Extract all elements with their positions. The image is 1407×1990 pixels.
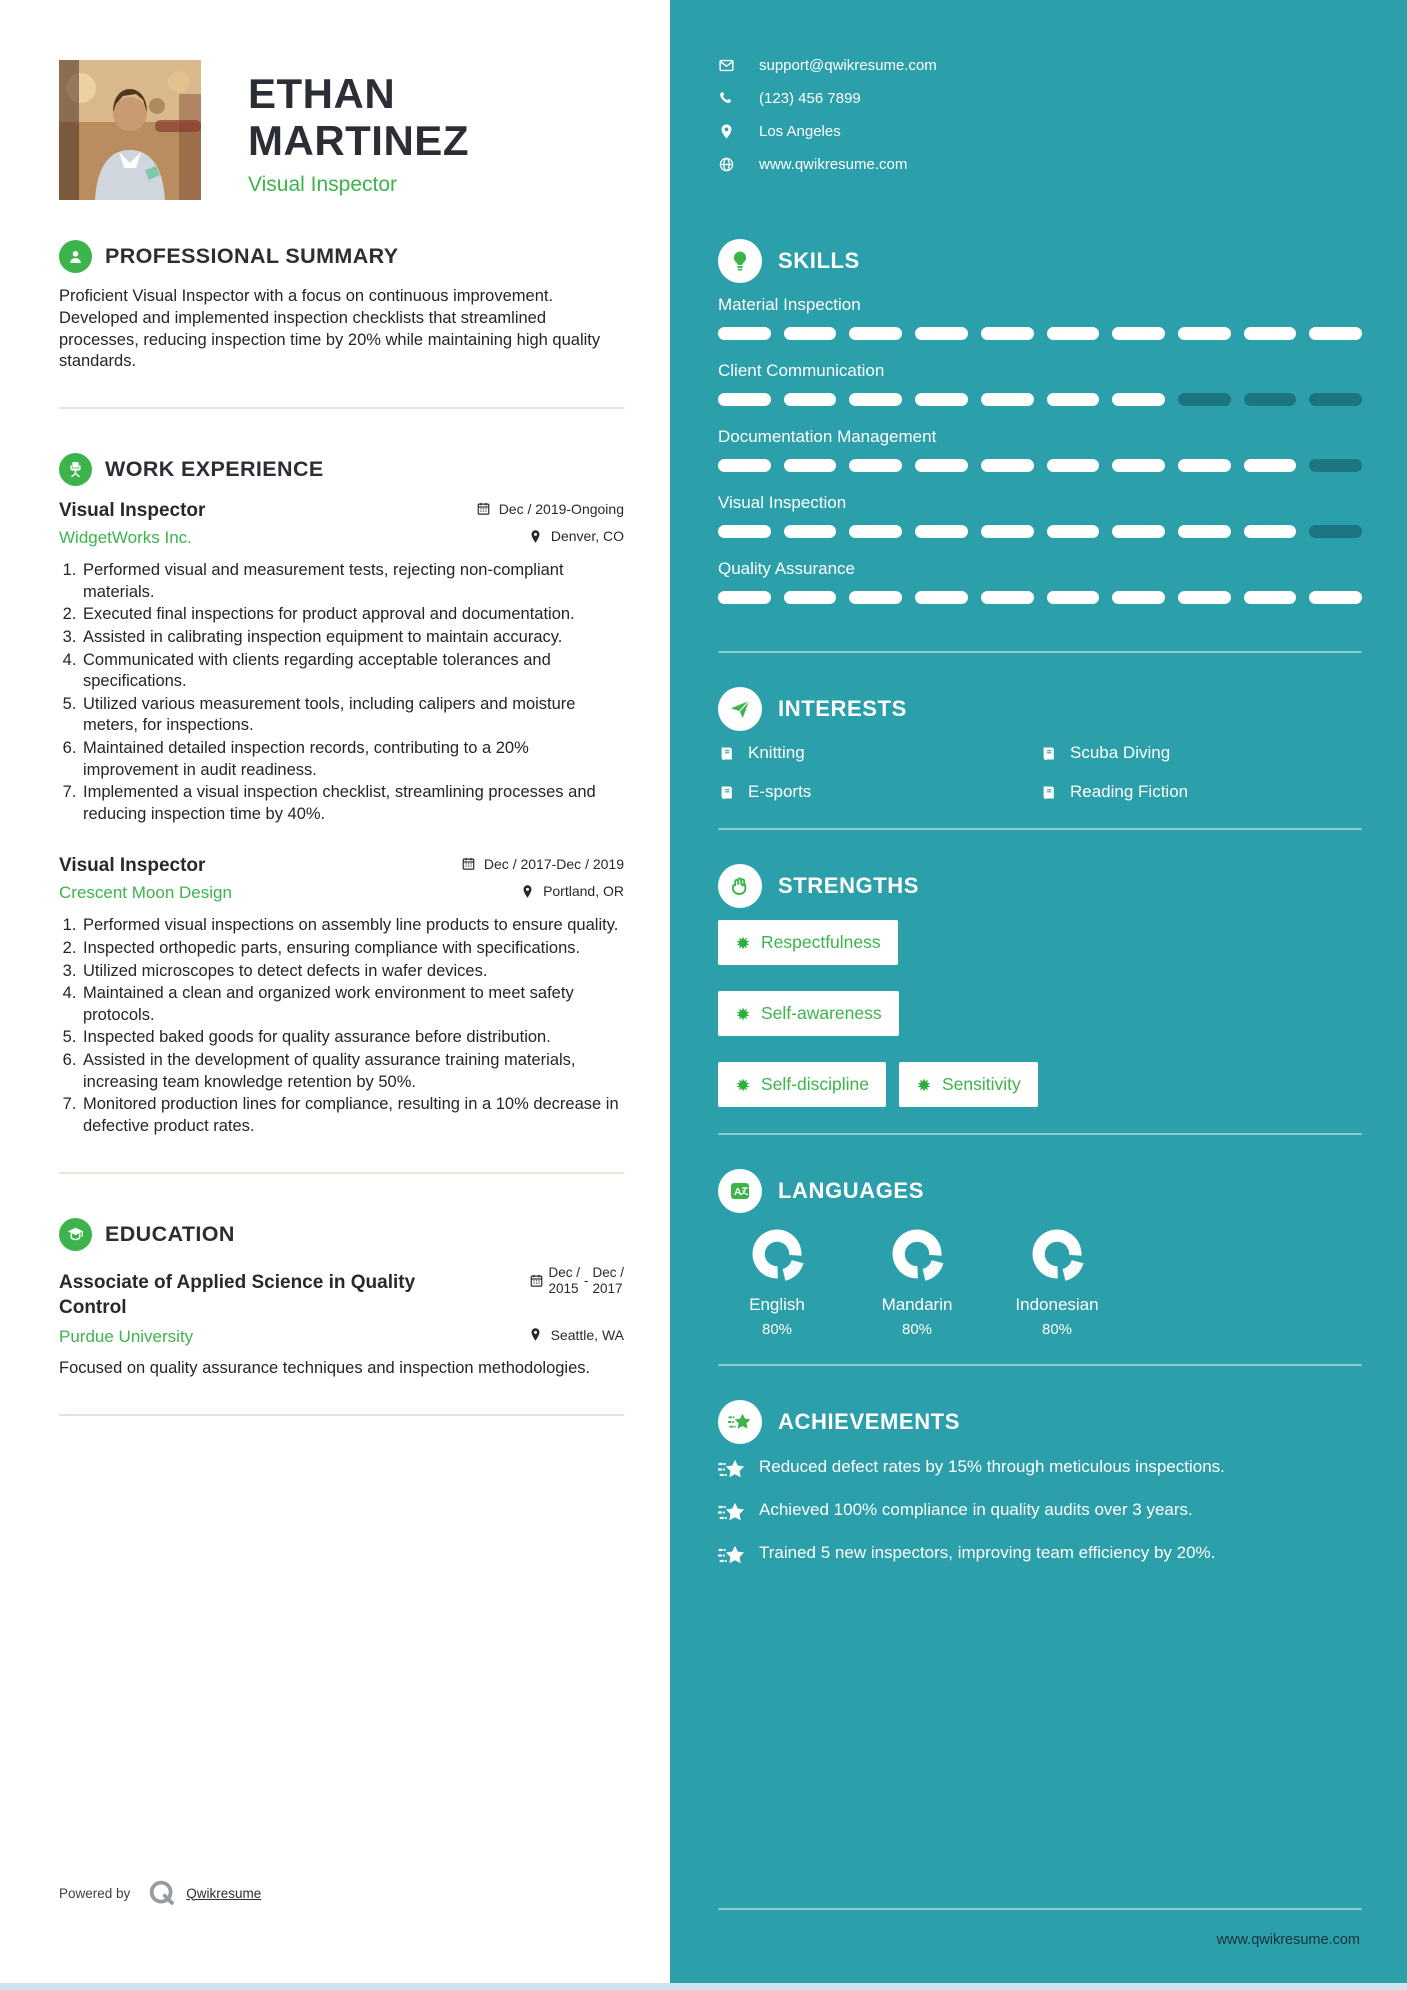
job-bullet: 4. Maintained a clean and organized work environment to meet safety protocols. xyxy=(81,983,624,1026)
language-donut-chart xyxy=(1028,1225,1086,1283)
job-entry xyxy=(59,855,624,1137)
job-bullet: 5. Inspected baked goods for quality assurance before distribution. xyxy=(81,1027,624,1049)
achievement-text: Achieved 100% compliance in quality audits over 3 years. xyxy=(759,1500,1193,1519)
skill-level-dash xyxy=(718,525,771,538)
divider xyxy=(718,651,1362,653)
page-bottom-strip xyxy=(0,1983,1407,1990)
job-bullet: 7. Monitored production lines for compliance, resulting in a 10% decrease in defective product rates. xyxy=(81,1094,624,1137)
strengths-section-header xyxy=(718,864,1362,908)
job-bullet: 4. Communicated with clients regarding acceptable tolerances and specifications. xyxy=(81,650,624,693)
book-icon xyxy=(718,745,735,762)
education-degree: Associate of Applied Science in Quality Control xyxy=(59,1272,416,1319)
pin-icon xyxy=(528,529,543,544)
strengths-heading: STRENGTHS xyxy=(778,873,920,898)
job-location-text: Portland, OR xyxy=(543,883,624,900)
profile-photo xyxy=(59,60,201,200)
strength-label: Self-awareness xyxy=(761,1003,882,1023)
burst-icon xyxy=(735,1077,751,1093)
summary-heading: PROFESSIONAL SUMMARY xyxy=(105,244,399,268)
education-dates xyxy=(529,1265,624,1296)
skills-section xyxy=(718,239,1362,625)
shooting-star-icon xyxy=(718,1543,746,1568)
skill-level-dash xyxy=(1047,393,1100,406)
language-item xyxy=(718,1225,836,1338)
interest-label: E-sports xyxy=(748,782,812,801)
interest-label: Scuba Diving xyxy=(1070,743,1171,762)
education-date-separator: - xyxy=(583,1273,589,1289)
skill-level-dash xyxy=(718,393,771,406)
burst-icon xyxy=(735,935,751,951)
skill-level-dash xyxy=(1244,393,1297,406)
interests-section xyxy=(718,687,1362,802)
job-list xyxy=(59,500,624,1137)
skill-level-dash xyxy=(915,525,968,538)
book-icon xyxy=(1040,745,1057,762)
interest-item xyxy=(1040,743,1362,763)
contact-value: Los Angeles xyxy=(759,123,841,140)
job-bullet: 6. Maintained detailed inspection records, contributing to a 20% improvement in audit readiness. xyxy=(81,738,624,781)
skill-level-dash xyxy=(915,327,968,340)
interests-heading: INTERESTS xyxy=(778,696,907,721)
website-url: www.qwikresume.com xyxy=(1216,1932,1360,1948)
education-location xyxy=(528,1327,624,1343)
interest-label: Reading Fiction xyxy=(1070,782,1189,801)
skill-level-dash xyxy=(1112,327,1165,340)
skill-level-dash xyxy=(784,459,837,472)
calendar-icon xyxy=(529,1273,544,1288)
interest-label: Knitting xyxy=(748,743,805,762)
divider xyxy=(718,1908,1362,1910)
person-icon xyxy=(59,240,92,273)
left-column xyxy=(0,0,670,1990)
skill-level-dash xyxy=(1112,591,1165,604)
job-bullet: 7. Implemented a visual inspection checklist, streamlining processes and reducing inspection time by 40%. xyxy=(81,782,624,825)
contact-value: www.qwikresume.com xyxy=(759,156,908,173)
fist-icon xyxy=(718,864,762,908)
skill-name: Material Inspection xyxy=(718,295,861,314)
calendar-icon xyxy=(476,501,491,516)
skill-list xyxy=(718,295,1362,604)
strength-chip xyxy=(718,1062,886,1107)
skill-level-dash xyxy=(1178,525,1231,538)
skill-level-dash xyxy=(784,393,837,406)
phone-icon xyxy=(718,90,736,107)
job-title: Visual Inspector xyxy=(59,500,206,522)
language-donut-chart xyxy=(748,1225,806,1283)
paper-plane-icon xyxy=(718,687,762,731)
skill-level-bar xyxy=(718,591,1362,604)
skill-item xyxy=(718,295,1362,340)
skill-level-dash xyxy=(915,591,968,604)
skill-level-dash xyxy=(1309,327,1362,340)
location-icon xyxy=(718,123,736,140)
job-company: WidgetWorks Inc. xyxy=(59,528,192,548)
skill-level-dash xyxy=(1178,591,1231,604)
interest-item xyxy=(718,782,1040,802)
svg-text:A: A xyxy=(734,1186,742,1199)
spacer xyxy=(718,1585,1362,1882)
work-experience-section xyxy=(59,453,624,1138)
shooting-star-icon xyxy=(718,1500,746,1525)
skill-level-dash xyxy=(718,591,771,604)
right-panel xyxy=(670,0,1407,1990)
skill-level-bar xyxy=(718,525,1362,538)
education-description: Focused on quality assurance techniques and inspection methodologies. xyxy=(59,1358,591,1377)
skill-level-dash xyxy=(1309,591,1362,604)
book-icon xyxy=(1040,784,1057,801)
achievements-section xyxy=(718,1400,1362,1585)
education-school: Purdue University xyxy=(59,1326,194,1346)
divider xyxy=(718,1133,1362,1135)
education-date-to: Dec / 2017 xyxy=(592,1265,624,1296)
skill-level-dash xyxy=(1047,459,1100,472)
strength-chip-list xyxy=(718,920,1362,1107)
person-name xyxy=(248,70,469,164)
skill-level-dash xyxy=(1112,459,1165,472)
education-heading: EDUCATION xyxy=(105,1222,235,1247)
language-name: English xyxy=(749,1295,805,1314)
skill-level-dash xyxy=(784,327,837,340)
education-location-text: Seattle, WA xyxy=(550,1326,624,1343)
skill-name: Quality Assurance xyxy=(718,559,856,578)
interest-item xyxy=(1040,782,1362,802)
email-icon xyxy=(718,57,736,74)
education-header-row xyxy=(59,1265,624,1320)
education-section xyxy=(59,1218,624,1379)
achievement-item xyxy=(718,1456,1362,1482)
skill-name: Visual Inspection xyxy=(718,493,847,512)
book-icon xyxy=(718,784,735,801)
skill-level-dash xyxy=(1047,327,1100,340)
strength-chip xyxy=(718,991,899,1036)
skill-level-dash xyxy=(718,459,771,472)
job-location-text: Denver, CO xyxy=(550,528,624,545)
language-item xyxy=(998,1225,1116,1338)
skill-level-dash xyxy=(1244,327,1297,340)
languages-section xyxy=(718,1169,1362,1338)
languages-heading: LANGUAGES xyxy=(778,1178,924,1203)
skill-level-dash xyxy=(981,525,1034,538)
burst-icon xyxy=(735,1006,751,1022)
skill-level-dash xyxy=(1112,393,1165,406)
calendar-icon xyxy=(461,856,476,871)
skill-level-dash xyxy=(1309,525,1362,538)
work-heading: WORK EXPERIENCE xyxy=(105,457,324,482)
contact-item xyxy=(718,123,1362,140)
job-dates xyxy=(461,856,624,872)
skill-level-dash xyxy=(1244,459,1297,472)
job-bullet: 6. Assisted in the development of quality assurance training materials, increasing team knowledge retention by 50%. xyxy=(81,1050,624,1093)
job-bullet: 3. Utilized microscopes to detect defects in wafer devices. xyxy=(81,961,624,983)
profile-photo-image xyxy=(59,60,201,200)
pin-icon xyxy=(520,884,535,899)
strength-label: Respectfulness xyxy=(761,932,881,952)
shooting-star-icon xyxy=(718,1457,746,1482)
identity-header xyxy=(59,60,624,200)
skill-level-bar xyxy=(718,327,1362,340)
graduate-icon xyxy=(59,1218,92,1251)
contact-item xyxy=(718,90,1362,107)
achievements-section-header xyxy=(718,1400,1362,1444)
skill-item xyxy=(718,361,1362,406)
lightbulb-icon xyxy=(718,239,762,283)
achievement-item xyxy=(718,1542,1362,1568)
work-section-header xyxy=(59,453,624,486)
job-dates xyxy=(476,501,624,517)
contact-item xyxy=(718,156,1362,173)
job-company-row xyxy=(59,883,624,903)
qwikresume-link[interactable]: Qwikresume xyxy=(186,1885,262,1901)
contact-value: (123) 456 7899 xyxy=(759,90,861,107)
language-item xyxy=(858,1225,976,1338)
skill-level-dash xyxy=(1309,393,1362,406)
qwikresume-logo-icon xyxy=(147,1878,177,1908)
spacer xyxy=(59,1416,624,1878)
skill-level-bar xyxy=(718,393,1362,406)
job-company-row xyxy=(59,528,624,548)
languages-section-header xyxy=(718,1169,1362,1213)
education-entry xyxy=(59,1265,624,1379)
skill-name: Client Communication xyxy=(718,361,885,380)
contact-item xyxy=(718,57,1362,74)
powered-by-footer xyxy=(59,1878,624,1908)
pin-icon xyxy=(528,1327,543,1342)
job-bullet: 2. Inspected orthopedic parts, ensuring compliance with specifications. xyxy=(81,938,624,960)
skill-level-dash xyxy=(1244,591,1297,604)
language-donut-chart xyxy=(888,1225,946,1283)
job-dates-text: Dec / 2019-Ongoing xyxy=(498,500,624,517)
translate-icon xyxy=(718,1169,762,1213)
skill-item xyxy=(718,559,1362,604)
interests-section-header xyxy=(718,687,1362,731)
achievement-item xyxy=(718,1499,1362,1525)
skill-level-dash xyxy=(784,525,837,538)
skill-level-dash xyxy=(784,591,837,604)
divider xyxy=(718,828,1362,830)
job-location xyxy=(520,883,624,899)
first-name: ETHAN xyxy=(248,70,396,117)
job-bullet: 5. Utilized various measurement tools, including calipers and moisture meters, for inspections. xyxy=(81,694,624,737)
skill-item xyxy=(718,427,1362,472)
skill-name: Documentation Management xyxy=(718,427,937,446)
strength-chip xyxy=(718,920,898,965)
job-header-row xyxy=(59,855,624,877)
education-school-row xyxy=(59,1327,624,1347)
globe-icon xyxy=(718,156,736,173)
burst-icon xyxy=(916,1077,932,1093)
strength-chip xyxy=(899,1062,1038,1107)
interest-list xyxy=(718,743,1362,802)
education-date-from: Dec / 2015 xyxy=(548,1265,580,1296)
skill-level-dash xyxy=(1178,459,1231,472)
job-bullet-list xyxy=(59,560,624,825)
language-percent: 80% xyxy=(761,1321,793,1338)
powered-by-label: Powered by xyxy=(59,1885,131,1901)
summary-text: Proficient Visual Inspector with a focus on continuous improvement. Developed and implemented inspection checklists that streamlined processes, reducing inspection time by 20% while maintaining high quality standards. xyxy=(59,287,601,371)
skill-level-bar xyxy=(718,459,1362,472)
skill-level-dash xyxy=(1309,459,1362,472)
person-job-title: Visual Inspector xyxy=(248,173,398,197)
contact-value: support@qwikresume.com xyxy=(759,57,937,74)
interest-item xyxy=(718,743,1040,763)
language-name: Indonesian xyxy=(1015,1295,1099,1314)
language-name: Mandarin xyxy=(881,1295,953,1314)
achievements-heading: ACHIEVEMENTS xyxy=(778,1409,960,1434)
language-percent: 80% xyxy=(1041,1321,1073,1338)
skill-level-dash xyxy=(849,525,902,538)
job-company: Crescent Moon Design xyxy=(59,883,232,903)
last-name: MARTINEZ xyxy=(248,117,469,165)
name-block xyxy=(248,60,469,197)
job-title: Visual Inspector xyxy=(59,855,206,877)
skills-heading: SKILLS xyxy=(778,248,860,273)
education-section-header xyxy=(59,1218,624,1251)
job-header-row xyxy=(59,500,624,522)
skill-level-dash xyxy=(1178,393,1231,406)
skill-level-dash xyxy=(849,327,902,340)
job-dates-text: Dec / 2017-Dec / 2019 xyxy=(483,855,624,872)
language-percent: 80% xyxy=(901,1321,933,1338)
skill-item xyxy=(718,493,1362,538)
skill-level-dash xyxy=(981,459,1034,472)
divider xyxy=(718,1364,1362,1366)
skill-level-dash xyxy=(915,393,968,406)
shooting-star-icon xyxy=(718,1400,762,1444)
skill-level-dash xyxy=(849,591,902,604)
achievement-text: Trained 5 new inspectors, improving team efficiency by 20%. xyxy=(759,1543,1216,1562)
strength-label: Sensitivity xyxy=(941,1074,1021,1094)
skill-level-dash xyxy=(981,393,1034,406)
skill-level-dash xyxy=(1112,525,1165,538)
strength-label: Self-discipline xyxy=(761,1074,869,1094)
skills-section-header xyxy=(718,239,1362,283)
language-list xyxy=(718,1225,1362,1338)
job-entry xyxy=(59,500,624,825)
job-bullet: 1. Performed visual inspections on assembly line products to ensure quality. xyxy=(81,915,624,937)
achievement-list xyxy=(718,1456,1362,1568)
skill-level-dash xyxy=(915,459,968,472)
job-bullet-list xyxy=(59,915,624,1137)
contact-list xyxy=(718,57,1362,189)
skill-level-dash xyxy=(849,393,902,406)
summary-section-header xyxy=(59,240,624,273)
office-chair-icon xyxy=(59,453,92,486)
skill-level-dash xyxy=(981,327,1034,340)
job-bullet: 2. Executed final inspections for product approval and documentation. xyxy=(81,604,624,626)
skill-level-dash xyxy=(1178,327,1231,340)
skill-level-dash xyxy=(849,459,902,472)
skill-level-dash xyxy=(1244,525,1297,538)
job-location xyxy=(528,528,624,544)
divider xyxy=(59,407,624,409)
skill-level-dash xyxy=(981,591,1034,604)
divider xyxy=(59,1172,624,1174)
summary-section xyxy=(59,240,624,373)
skill-level-dash xyxy=(1047,591,1100,604)
achievement-text: Reduced defect rates by 15% through meticulous inspections. xyxy=(759,1457,1225,1476)
strengths-section xyxy=(718,864,1362,1107)
skill-level-dash xyxy=(718,327,771,340)
job-bullet: 3. Assisted in calibrating inspection equipment to maintain accuracy. xyxy=(81,627,624,649)
job-bullet: 1. Performed visual and measurement tests, rejecting non-compliant materials. xyxy=(81,560,624,603)
skill-level-dash xyxy=(1047,525,1100,538)
